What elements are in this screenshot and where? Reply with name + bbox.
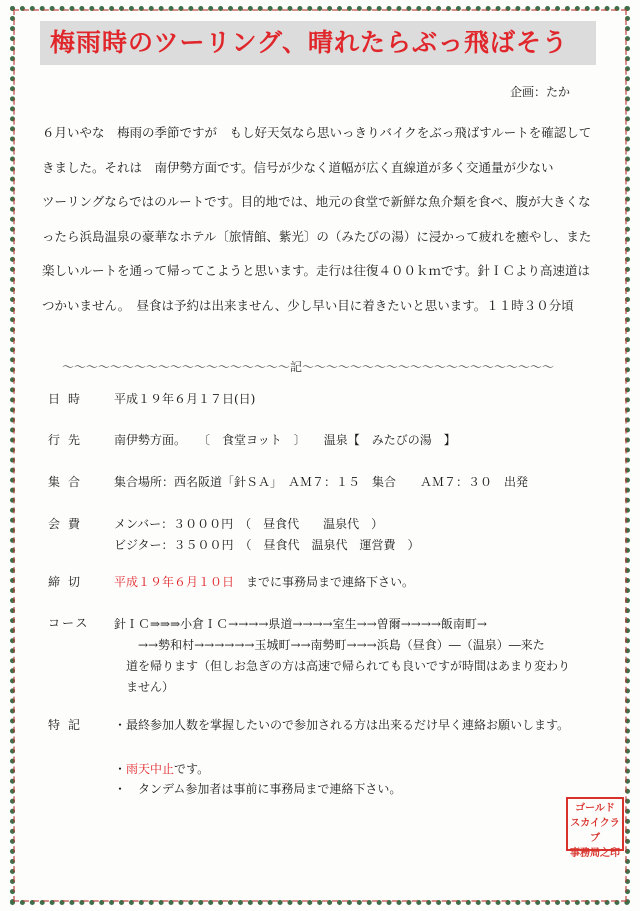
note-item-participants: ・最終参加人数を掌握したいので参加される方は出来るだけ早く連絡お願いします。 (114, 718, 570, 732)
deadline-label: 締切 (48, 575, 89, 589)
note-rain-rest: です。 (174, 762, 210, 776)
intro-line: ったら浜島温泉の豪華なホテル〔旅情館、紫光〕の（みたびの湯）に浸かって疲れを癒やし、また (42, 228, 592, 244)
meeting-label: 集合 (48, 475, 89, 489)
intro-line: きました。それは 南伊勢方面です。信号が少なく道幅が広く直線道が多く交通量が少ない (42, 159, 554, 175)
rain-cancel-text: 雨天中止 (126, 762, 175, 776)
course-route (114, 614, 594, 698)
intro-line: ツーリングならではのルートです。目的地では、地元の食堂で新鮮な魚介類を食べ、腹が大きくな (42, 194, 591, 210)
course-label: コース (48, 616, 90, 630)
destination-label: 行先 (48, 433, 89, 447)
stamp-line: 事務局之印 (570, 848, 620, 859)
planner-credit: 企画：たか (510, 85, 571, 99)
intro-paragraph (42, 116, 602, 324)
intro-line: 楽しいルートを通って帰ってこようと思います。走行は往復４００ｋｍです。針ＩＣより高速道は (42, 263, 591, 279)
stamp-line: ゴールド (575, 803, 615, 814)
course-line: →→勢和村→→→→→→玉城町→→南勢町→→→浜島（昼食）―（温泉）―来た (114, 638, 545, 652)
date-label: 日時 (48, 392, 89, 406)
intro-line: ６月いやな 梅雨の季節ですが もし好天気なら思いっきりバイクをぶっ飛ばすルートを確認して (42, 125, 592, 140)
intro-line: つかいません。 昼食は予約は出来ません、少し早い目に着きたいと思います。１１時３０分頃 (42, 297, 574, 313)
page-title: 梅雨時のツーリング、晴れたらぶっ飛ばそう (40, 21, 596, 65)
course-line: ません） (114, 680, 175, 694)
deadline-value (114, 573, 414, 590)
meeting-value: 集合場所：西名阪道「針ＳＡ」 ＡＭ７：１５ 集合 ＡＭ７：３０ 出発 (114, 475, 529, 489)
section-separator: ～～～～～～～～～～～～～～～～～～～記～～～～～～～～～～～～～～～～～～～～～ (62, 360, 555, 374)
fee-label: 会費 (48, 517, 89, 531)
date-value: 平成１９年６月１７日(日) (114, 392, 256, 406)
note-item-tandem: ・ タンデム参加者は事前に事務局まで連絡下さい。 (114, 782, 402, 796)
deadline-text: までに事務局まで連絡下さい。 (234, 575, 415, 589)
fee-member: メンバー：３０００円 （ 昼食代 温泉代 ） (114, 517, 384, 531)
notes-label: 特記 (48, 718, 89, 732)
deadline-date: 平成１９年６月１０日 (114, 575, 235, 589)
fee-visitor: ビジター：３５００円 （ 昼食代 温泉代 運営費 ） (114, 538, 420, 552)
stamp-line: スカイクラブ (570, 818, 620, 844)
club-seal-stamp (566, 797, 624, 859)
note-item-rain (114, 760, 209, 777)
note-bullet: ・ (114, 762, 127, 776)
destination-value: 南伊勢方面。 〔 食堂ヨット 〕 温泉【 みたびの湯 】 (114, 433, 456, 447)
course-line: 道を帰ります（但しお急ぎの方は高速で帰られても良いですが時間はあまり変わり (114, 659, 571, 673)
course-line: 針ＩＣ⇒⇒⇒小倉ＩＣ→→→→県道→→→→室生→→曽爾→→→→飯南町→ (114, 617, 487, 631)
